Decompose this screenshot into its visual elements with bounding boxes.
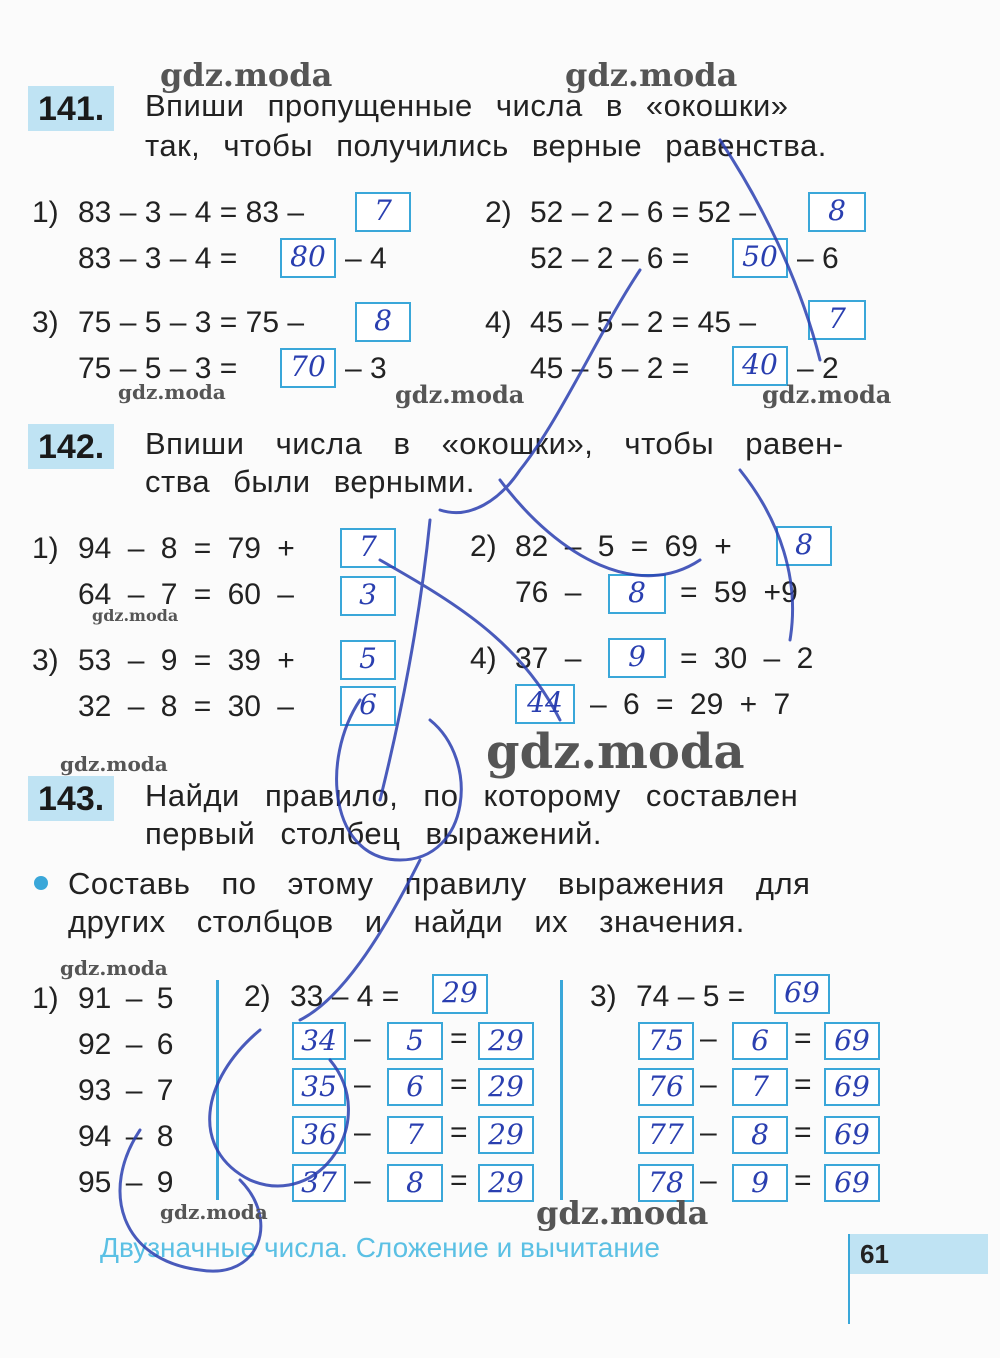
ex141-p2-expr-a: 52 – 2 – 6 = 52 – <box>530 196 757 229</box>
ex143-col3-equals: = <box>794 1022 812 1055</box>
watermark: gdz.moda <box>160 56 333 94</box>
exercise-141-text-line2: так, чтобы получились верные равенства. <box>145 128 827 163</box>
ex142-p1-expr-a: 94 – 8 = 79 + <box>78 532 295 565</box>
watermark: gdz.moda <box>395 380 525 409</box>
ex141-p1-label: 1) <box>32 196 59 229</box>
ex141-p3-label: 3) <box>32 306 59 339</box>
ex143-col3-row-a[interactable]: 78 <box>638 1164 694 1202</box>
ex141-p4-answer-a[interactable]: 7 <box>808 300 866 340</box>
watermark: gdz.moda <box>565 56 738 94</box>
ex143-col2-row-r[interactable]: 29 <box>478 1068 534 1106</box>
ex142-p3-answer-a[interactable]: 5 <box>340 640 396 680</box>
ex142-p2-expr-b-tail: = 59 +9 <box>680 576 798 609</box>
exercise-143-bullet-line2: других столбцов и найди их значения. <box>68 904 745 939</box>
exercise-142-text-line2: ства были верными. <box>145 464 475 499</box>
watermark: gdz.moda <box>762 380 892 409</box>
watermark: gdz.moda <box>60 956 168 980</box>
exercise-141-text-line1: Впиши пропущенные числа в «окошки» <box>145 88 789 123</box>
ex143-col3-label: 3) <box>590 980 617 1013</box>
ex143-col3-row-r[interactable]: 69 <box>824 1022 880 1060</box>
ex141-p3-expr-b: 75 – 5 – 3 = <box>78 352 238 385</box>
ex143-col2-head-answer[interactable]: 29 <box>432 974 488 1014</box>
ex143-col3-minus: – <box>700 1164 717 1197</box>
watermark: gdz.moda <box>160 1200 268 1224</box>
ex143-col2-row-b[interactable]: 5 <box>387 1022 443 1060</box>
exercise-142-number: 142. <box>28 424 114 469</box>
ex141-p4-expr-a: 45 – 5 – 2 = 45 – <box>530 306 757 339</box>
ex142-p3-expr-b: 32 – 8 = 30 – <box>78 690 294 723</box>
ex142-p3-label: 3) <box>32 644 59 677</box>
ex143-col3-row-a[interactable]: 75 <box>638 1022 694 1060</box>
ex141-p2-tail-b: – 6 <box>797 242 839 275</box>
ex142-p1-expr-b: 64 – 7 = 60 – <box>78 578 294 611</box>
ex143-col2-equals: = <box>450 1116 468 1149</box>
ex141-p3-answer-a[interactable]: 8 <box>355 302 411 342</box>
ex141-p4-label: 4) <box>485 306 512 339</box>
exercise-142-text-line1: Впиши числа в «окошки», чтобы равен- <box>145 426 844 461</box>
ex143-col1-row: 95 – 9 <box>78 1166 174 1199</box>
ex143-col3-row-b[interactable]: 9 <box>732 1164 788 1202</box>
ex141-p3-tail-b: – 3 <box>345 352 387 385</box>
ex143-col1-row: 94 – 8 <box>78 1120 174 1153</box>
ex143-col3-equals: = <box>794 1164 812 1197</box>
ex142-p4-expr-a-head: 37 – <box>515 642 582 675</box>
ex141-p4-tail-b: – 2 <box>797 352 839 385</box>
ex143-col2-row-b[interactable]: 7 <box>387 1116 443 1154</box>
watermark: gdz.moda <box>60 752 168 776</box>
watermark: gdz.moda <box>486 724 745 780</box>
ex143-col3-row-r[interactable]: 69 <box>824 1068 880 1106</box>
ex143-col2-minus: – <box>354 1022 371 1055</box>
ex143-col1-label: 1) <box>32 982 59 1015</box>
ex141-p4-answer-b[interactable]: 40 <box>732 346 788 386</box>
ex143-col3-row-a[interactable]: 77 <box>638 1116 694 1154</box>
ex143-col2-minus: – <box>354 1116 371 1149</box>
ex143-col2-row-a[interactable]: 34 <box>292 1022 346 1060</box>
ex143-col2-minus: – <box>354 1164 371 1197</box>
ex142-p4-answer-a[interactable]: 9 <box>608 638 666 678</box>
page-number: 61 <box>848 1234 988 1274</box>
ex143-col3-head-answer[interactable]: 69 <box>774 974 830 1014</box>
ex143-col2-row-r[interactable]: 29 <box>478 1164 534 1202</box>
ex143-col3-row-a[interactable]: 76 <box>638 1068 694 1106</box>
ex142-p2-expr-b-head: 76 – <box>515 576 582 609</box>
ex142-p4-expr-a-tail: = 30 – 2 <box>680 642 814 675</box>
ex142-p2-answer-b[interactable]: 8 <box>608 574 666 614</box>
ex143-col2-row-a[interactable]: 36 <box>292 1116 346 1154</box>
ex141-p1-tail-b: – 4 <box>345 242 387 275</box>
ex142-p1-answer-a[interactable]: 7 <box>340 528 396 568</box>
ex142-p4-label: 4) <box>470 642 497 675</box>
ex142-p1-label: 1) <box>32 532 59 565</box>
ex143-col1-row: 92 – 6 <box>78 1028 174 1061</box>
ex141-p4-expr-b: 45 – 5 – 2 = <box>530 352 690 385</box>
footer-title: Двузначные числа. Сложение и вычитание <box>100 1232 660 1263</box>
ex143-col2-minus: – <box>354 1068 371 1101</box>
ex143-col2-row-a[interactable]: 35 <box>292 1068 346 1106</box>
ex142-p4-expr-b-tail: – 6 = 29 + 7 <box>590 688 791 721</box>
ex142-p3-expr-a: 53 – 9 = 39 + <box>78 644 295 677</box>
ex143-col3-head: 74 – 5 = <box>636 980 746 1013</box>
ex141-p2-answer-a[interactable]: 8 <box>808 192 866 232</box>
ex143-col2-equals: = <box>450 1164 468 1197</box>
watermark: gdz.moda <box>118 380 226 404</box>
exercise-143-text-line2: первый столбец выражений. <box>145 816 603 851</box>
ex142-p2-expr-a: 82 – 5 = 69 + <box>515 530 732 563</box>
ex143-col2-row-b[interactable]: 8 <box>387 1164 443 1202</box>
ex143-col2-equals: = <box>450 1068 468 1101</box>
ex141-p2-answer-b[interactable]: 50 <box>732 238 788 278</box>
ex142-p4-answer-b[interactable]: 44 <box>515 684 575 724</box>
ex143-col3-row-b[interactable]: 8 <box>732 1116 788 1154</box>
ex142-p1-answer-b[interactable]: 3 <box>340 576 396 616</box>
ex143-col2-row-a[interactable]: 37 <box>292 1164 346 1202</box>
ex143-col2-label: 2) <box>244 980 271 1013</box>
exercise-141-number: 141. <box>28 86 114 131</box>
ex141-p1-expr-a: 83 – 3 – 4 = 83 – <box>78 196 305 229</box>
ex143-col3-row-b[interactable]: 7 <box>732 1068 788 1106</box>
ex141-p1-expr-b: 83 – 3 – 4 = <box>78 242 238 275</box>
exercise-143-text-line1: Найди правило, по которому составлен <box>145 778 799 813</box>
ex143-col2-row-b[interactable]: 6 <box>387 1068 443 1106</box>
ex143-col3-equals: = <box>794 1068 812 1101</box>
ex142-p2-label: 2) <box>470 530 497 563</box>
ex143-col2-row-r[interactable]: 29 <box>478 1116 534 1154</box>
ex141-p2-label: 2) <box>485 196 512 229</box>
ex143-col3-row-r[interactable]: 69 <box>824 1164 880 1202</box>
ex141-p1-answer-a[interactable]: 7 <box>355 192 411 232</box>
ex143-col3-minus: – <box>700 1116 717 1149</box>
ex143-col3-row-b[interactable]: 6 <box>732 1022 788 1060</box>
exercise-143-number: 143. <box>28 776 114 821</box>
watermark: gdz.moda <box>536 1194 709 1232</box>
ex142-p2-answer-a[interactable]: 8 <box>776 526 832 566</box>
ex143-col2-head: 33 – 4 = <box>290 980 400 1013</box>
exercise-143-bullet-line1: Составь по этому правилу выражения для <box>68 866 811 901</box>
ex143-col2-equals: = <box>450 1022 468 1055</box>
ex143-col3-equals: = <box>794 1116 812 1149</box>
ex141-p2-expr-b: 52 – 2 – 6 = <box>530 242 690 275</box>
ex142-p3-answer-b[interactable]: 6 <box>340 686 396 726</box>
ex143-col3-minus: – <box>700 1068 717 1101</box>
ex143-col3-row-r[interactable]: 69 <box>824 1116 880 1154</box>
ex141-p3-expr-a: 75 – 5 – 3 = 75 – <box>78 306 305 339</box>
watermark: gdz.moda <box>92 606 179 625</box>
ex141-p3-answer-b[interactable]: 70 <box>280 348 336 388</box>
ex143-col1-row: 93 – 7 <box>78 1074 174 1107</box>
ex143-col3-minus: – <box>700 1022 717 1055</box>
ex143-col2-row-r[interactable]: 29 <box>478 1022 534 1060</box>
ex143-col1-row: 91 – 5 <box>78 982 174 1015</box>
ex141-p1-answer-b[interactable]: 80 <box>280 238 336 278</box>
